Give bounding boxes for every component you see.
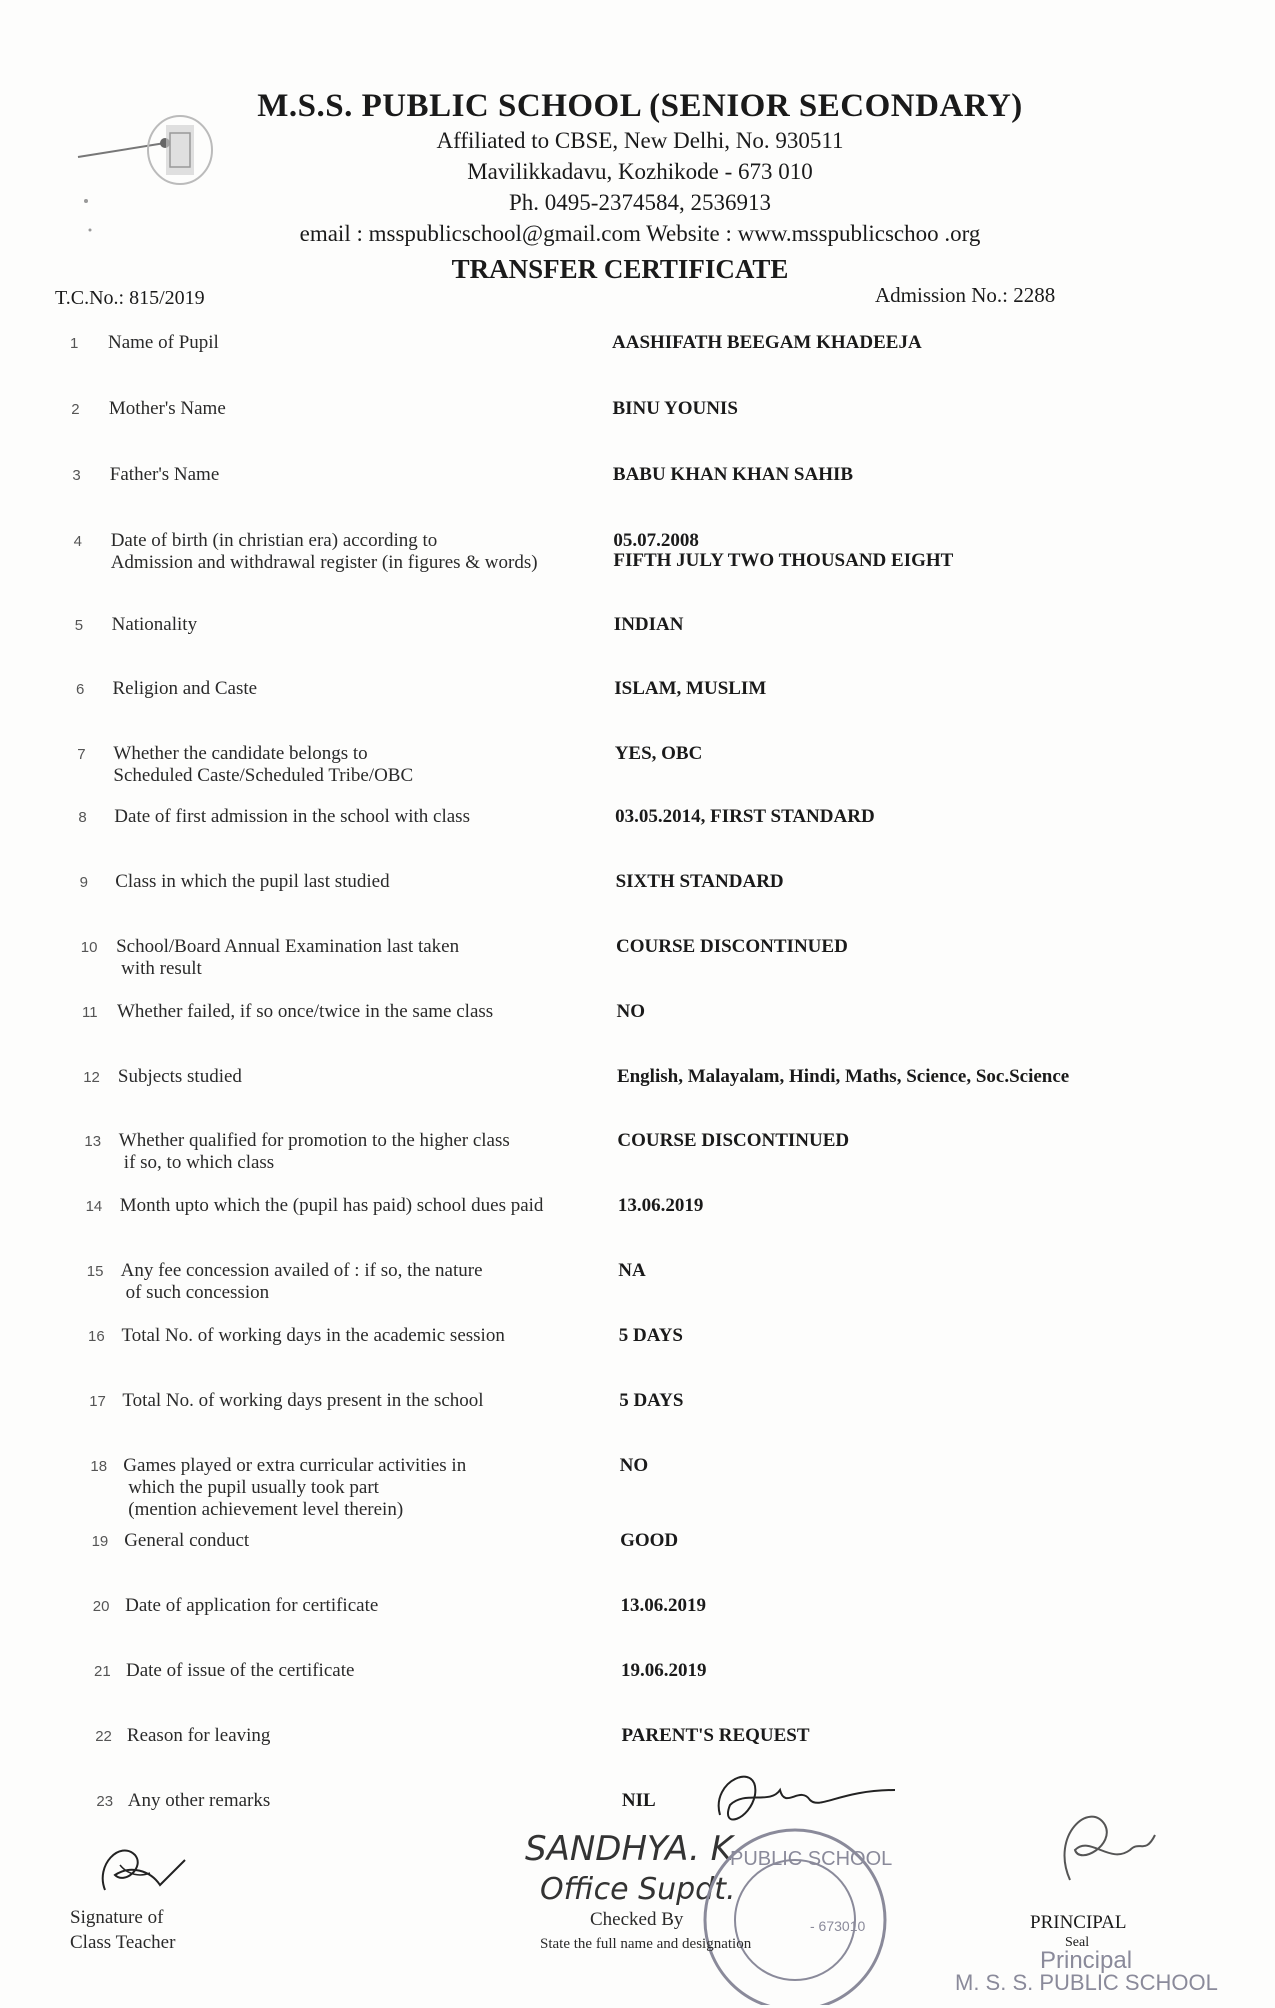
principal-stamp-text: Principal [1040, 1947, 1133, 1974]
principal-signature-icon [1050, 1795, 1160, 1895]
field-value: FIFTH JULY TWO THOUSAND EIGHT [613, 550, 954, 571]
field-value: 03.05.2014, FIRST STANDARD [615, 806, 875, 827]
document-title: TRANSFER CERTIFICATE [451, 254, 789, 284]
stamp-ring-text: PUBLIC SCHOOL [730, 1848, 893, 1870]
field-label: School/Board Annual Examination last taken [116, 936, 460, 957]
field-number: 15 [86, 1263, 104, 1280]
field-label: Nationality [111, 614, 198, 635]
field-label: Subjects studied [117, 1066, 242, 1087]
field-value: NA [618, 1260, 646, 1281]
field-label: Whether the candidate belongs to [113, 743, 368, 764]
class-teacher-signature-icon [90, 1835, 200, 1905]
field-number: 13 [84, 1133, 102, 1150]
field-label: Date of birth (in christian era) according to [110, 530, 438, 551]
field-label: Name of Pupil [108, 332, 219, 353]
field-number: 5 [74, 617, 84, 634]
field-number: 9 [79, 874, 88, 891]
field-number: 8 [78, 809, 87, 826]
field-number: 2 [71, 401, 80, 418]
field-value: YES, OBC [614, 743, 703, 764]
field-number: 21 [94, 1663, 111, 1680]
field-value: SIXTH STANDARD [615, 871, 784, 892]
checked-by-note: State the full name and designation [540, 1936, 752, 1952]
field-number: 3 [72, 467, 81, 484]
field-value: INDIAN [613, 614, 684, 635]
field-label: Date of first admission in the school with class [114, 806, 470, 827]
field-value: 05.07.2008 [613, 530, 699, 551]
field-number: 6 [76, 681, 85, 698]
field-value: GOOD [620, 1530, 679, 1551]
field-value: 13.06.2019 [617, 1195, 704, 1216]
field-number: 10 [80, 939, 98, 956]
school-header [200, 88, 1080, 249]
seal-label: Seal [1065, 1935, 1090, 1950]
field-number: 18 [90, 1458, 108, 1475]
field-label: Date of application for certificate [125, 1595, 379, 1616]
field-value: COURSE DISCONTINUED [617, 1130, 850, 1151]
checked-by-handwritten-name: SANDHYA. K [525, 1829, 733, 1869]
field-label: Father's Name [109, 464, 220, 485]
field-value: 5 DAYS [619, 1390, 684, 1411]
field-number: 14 [85, 1198, 103, 1215]
field-number: 11 [82, 1004, 98, 1021]
field-number: 22 [95, 1728, 112, 1745]
field-value: AASHIFATH BEEGAM KHADEEJA [612, 332, 922, 353]
field-value: COURSE DISCONTINUED [616, 936, 848, 957]
class-teacher-label-1: Signature of [70, 1907, 164, 1928]
field-number: 19 [91, 1533, 109, 1550]
field-value: NIL [621, 1790, 656, 1811]
field-label: Whether qualified for promotion to the higher class [118, 1130, 510, 1151]
checked-by-label: Checked By [590, 1909, 684, 1930]
address-line: Mavilikkadavu, Kozhikode - 673 010 [467, 159, 813, 184]
field-value: PARENT'S REQUEST [621, 1725, 810, 1746]
field-value: English, Malayalam, Hindi, Maths, Science, Soc.Science [616, 1066, 1070, 1087]
field-label: Any other remarks [127, 1790, 271, 1811]
field-value: 5 DAYS [618, 1325, 683, 1346]
field-label: Religion and Caste [112, 678, 258, 699]
field-label: Whether failed, if so once/twice in the same class [117, 1001, 494, 1022]
school-name: M.S.S. PUBLIC SCHOOL (SENIOR SECONDARY) [257, 88, 1023, 124]
tc-number: T.C.No.: 815/2019 [55, 287, 205, 309]
field-label: Total No. of working days present in the school [122, 1390, 484, 1411]
field-label: Admission and withdrawal register (in figures & words) [110, 552, 538, 573]
field-number: 4 [73, 533, 82, 550]
field-value: 19.06.2019 [621, 1660, 707, 1681]
field-label: Date of issue of the certificate [126, 1660, 355, 1681]
phone-line: Ph. 0495-2374584, 2536913 [509, 190, 771, 215]
school-seal-stamp-icon [690, 1825, 900, 2005]
affiliation-line: Affiliated to CBSE, New Delhi, No. 930511 [436, 128, 844, 153]
field-label: which the pupil usually took part [128, 1477, 379, 1498]
school-stamp-text: M. S. S. PUBLIC SCHOOL [955, 1970, 1218, 1995]
field-value: NO [619, 1455, 649, 1476]
class-teacher-label-2: Class Teacher [70, 1932, 176, 1953]
field-value: BABU KHAN KHAN SAHIB [612, 464, 854, 485]
field-label: Games played or extra curricular activities in [123, 1455, 467, 1476]
field-value: BINU YOUNIS [612, 398, 738, 419]
field-number: 17 [89, 1393, 106, 1410]
field-label: General conduct [124, 1530, 250, 1551]
field-number: 23 [96, 1793, 114, 1810]
field-value: NO [616, 1001, 645, 1022]
field-label: Mother's Name [108, 398, 226, 419]
field-number: 7 [77, 746, 86, 763]
admission-number: Admission No.: 2288 [875, 283, 1056, 307]
field-label: (mention achievement level therein) [128, 1499, 404, 1520]
checked-by-handwritten-designation: Office Supdt. [540, 1872, 736, 1907]
field-label: Any fee concession availed of : if so, the nature [120, 1260, 483, 1281]
field-number: 12 [83, 1069, 100, 1086]
field-label: of such concession [125, 1282, 270, 1303]
field-label: Scheduled Caste/Scheduled Tribe/OBC [113, 765, 414, 786]
contact-line: email : msspublicschool@gmail.com Website : www.msspublicschoo .org [299, 221, 981, 246]
field-label: Class in which the pupil last studied [115, 871, 390, 892]
field-value: 13.06.2019 [620, 1595, 707, 1616]
field-number: 1 [70, 335, 79, 352]
field-label: Reason for leaving [126, 1725, 271, 1746]
field-label: Total No. of working days in the academic session [121, 1325, 505, 1346]
field-label: with result [121, 958, 202, 979]
stamp-ring-pin: - 673010 [810, 1918, 866, 1934]
field-number: 16 [88, 1328, 105, 1345]
field-label: if so, to which class [123, 1152, 275, 1173]
field-value: ISLAM, MUSLIM [614, 678, 767, 699]
principal-label: PRINCIPAL [1030, 1912, 1127, 1933]
field-number: 20 [92, 1598, 110, 1615]
field-label: Month upto which the (pupil has paid) school dues paid [119, 1195, 544, 1216]
